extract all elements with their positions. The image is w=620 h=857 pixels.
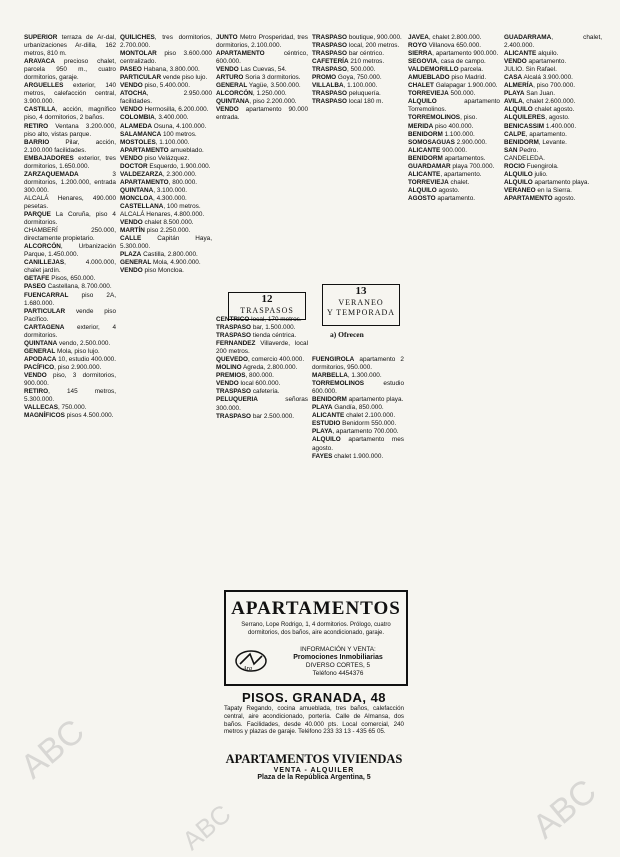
classified-ad: CHALET Galapagar 1.900.000. — [408, 82, 498, 90]
classified-ad: TRASPASO bar, 1.500.000. — [216, 324, 296, 332]
classified-ad-lead: QUINTANA — [120, 186, 154, 194]
classified-ad: PREMIOS, 800.000. — [216, 372, 274, 380]
classified-ad-lead: BENIDORM — [408, 130, 443, 138]
classified-ad-lead: SUPERIOR — [24, 34, 58, 41]
classified-ad: ALQUILO chalet agosto. — [504, 106, 575, 114]
classified-ad-lead: AGOSTO — [408, 194, 436, 202]
classified-ad: TRASPASO tienda céntrica. — [216, 332, 297, 340]
classified-ad-lead: CAFETERÍA — [312, 58, 349, 66]
classified-ad-lead: TRASPASO — [312, 34, 348, 41]
classified-column-6 — [504, 34, 602, 835]
classified-ad: SALAMANCA 100 metros. — [120, 130, 197, 138]
classified-ad-lead: TORREVIEJA — [408, 90, 449, 98]
classified-ad: MOLINO Agreda, 2.800.000. — [216, 364, 298, 372]
ad-body: Serrano, Lope Rodrigo, 1, 4 dormitorios. Prólogo, cuatro dormitorios, dos baños, aire acondicionado, garaje. — [241, 622, 391, 636]
classified-ad-lead: ALICANTE — [312, 412, 345, 420]
classified-ad: SIERRA, apartamento 900.000. — [408, 50, 499, 58]
classified-ad: ROCIO Fuengirola. — [504, 162, 559, 170]
classified-ad-lead: ALCORCÓN — [216, 90, 253, 98]
classified-ad-lead: VALLECAS — [24, 404, 58, 412]
classified-ad-lead: QUILICHES — [120, 34, 155, 41]
classified-ad-lead: VENDO — [120, 106, 143, 114]
classified-ad-lead: SEGOVIA — [408, 58, 438, 66]
classified-ad: TRASPASO local, 200 metros. — [312, 42, 400, 50]
classified-ad-lead: MERIDA — [408, 122, 434, 130]
classified-ad-lead: TORREMOLINOS — [312, 380, 365, 388]
classified-ad: ALQUILO julio. — [504, 170, 548, 178]
classified-ad: FERNANDEZ Villaverde, local 200 metros. — [216, 340, 308, 356]
classified-ad: AMUEBLADO piso Madrid. — [408, 74, 487, 82]
classified-ad: ALQUILERES, agosto. — [504, 114, 570, 122]
classified-ad: AGOSTO apartamento. — [408, 194, 476, 202]
classified-ad-lead: MAGNÍFICOS — [24, 412, 65, 420]
classified-ad-lead: TRASPASO — [216, 324, 252, 332]
classified-ad-lead: FAYES — [312, 452, 333, 460]
ad-address: Plaza de la República Argentina, 5 — [257, 774, 371, 781]
classified-ad-lead: PELUQUERIA — [216, 396, 258, 404]
classified-ad: ALMERÍA, piso 700.000. — [504, 82, 576, 90]
classified-ad: GUARDAMAR playa 700.000. — [408, 162, 495, 170]
classified-ad-lead: PLAZA — [120, 251, 142, 259]
classified-ad-lead: ALICANTE — [408, 170, 441, 178]
classified-ad: CASTILLA, acción, magnífico piso, 4 dormitorios, 2 baños. — [24, 106, 116, 122]
classified-ad: QUINTANA, 3.100.000. — [120, 186, 188, 194]
classified-ad: QUINTANA vendo, 2.500.000. — [24, 339, 111, 347]
classified-ad: FAYES chalet 1.900.000. — [312, 452, 384, 460]
classified-ad-lead: TRASPASO — [312, 50, 348, 58]
display-ad-apartamentos-viviendas — [224, 752, 404, 794]
classified-ad: JAVEA, chalet 2.800.000. — [408, 34, 482, 41]
classified-ad: MERIDA piso 400.000. — [408, 122, 474, 130]
classified-ad: PARQUE La Coruña, piso 4 dormitorios. — [24, 211, 116, 227]
classified-ad-lead: MONTOLAR — [120, 50, 157, 58]
classified-ad-lead: ALCORCÓN — [24, 243, 61, 251]
classified-ad-lead: VALDEMORILLO — [408, 66, 459, 74]
classified-ad: TRASPASO bar céntrico. — [312, 50, 384, 58]
classified-ad: ALQUILO apartamento mes agosto. — [312, 436, 404, 452]
watermark: ABC — [176, 798, 237, 856]
classified-ad-lead: VILLALBA — [312, 82, 344, 90]
classified-ad: BENIDORM 1.100.000. — [408, 130, 475, 138]
classified-ad: CASA Alcalá 3.900.000. — [504, 74, 573, 82]
classified-ad-lead: BENIDORM — [408, 154, 443, 162]
classified-ad: VENDO Las Cuevas, 54. — [216, 66, 287, 74]
classified-ad: BENIDORM apartamento playa. — [312, 396, 404, 404]
ad-title: APARTAMENTOS — [231, 598, 401, 619]
ad-subtitle: VENTA - ALQUILER — [273, 767, 355, 774]
classified-ad: SAN Pedro. — [504, 146, 539, 154]
classified-ad-lead: CARTAGENA — [24, 323, 65, 331]
section-title-line2: Y TEMPORADA — [326, 308, 396, 317]
classified-ad: ALQUILO apartamento playa. — [504, 178, 590, 186]
classified-ad-lead: GUARDAMAR — [408, 162, 451, 170]
classified-ad: PARTICULAR vende piso Pacífico. — [24, 307, 116, 323]
classified-ad-lead: PACÍFICO — [24, 363, 55, 371]
classified-ad: VENDO piso Velázquez. — [120, 154, 190, 162]
classified-ad-lead: ZARZAQUEMADA — [24, 170, 79, 178]
classified-ad: COLOMBIA, 3.400.000. — [120, 114, 189, 122]
classified-ad: SUPERIOR terraza de Ar-dal, urbanizaciones Ar-dilla, 162 metros, 810 m. — [24, 34, 116, 58]
classified-ad-lead: MARTÍN — [120, 227, 145, 235]
watermark: ABC — [525, 772, 604, 847]
classified-ad: ATOCHA, 2.950.000 facilidades. — [120, 90, 212, 106]
classified-ad: ALCORCÓN, 1.250.000. — [216, 90, 287, 98]
classified-ad-lead: VENDO — [216, 66, 239, 74]
classified-ad-lead: PARQUE — [24, 211, 51, 219]
classified-ad-lead: ARGUELLES — [24, 82, 64, 90]
classified-ad-lead: PLAYA — [312, 404, 333, 412]
classified-ad-lead: ATOCHA — [120, 90, 147, 98]
classified-ad-lead: FUENGIROLA — [312, 356, 355, 363]
classified-ad: TRASPASO boutique, 900.000. — [312, 34, 402, 41]
classified-ad-lead: APARTAMENTO — [216, 50, 265, 58]
classified-ad-lead: RETIRO — [24, 122, 49, 130]
classified-ad: ARAVACA precioso chalet, parcela 950 m., cuatro dormitorios, garaje. — [24, 58, 116, 82]
classified-ad-lead: MOLINO — [216, 364, 242, 372]
classified-ad: TRASPASO local 180 m. — [312, 98, 384, 106]
classified-ad: MONTOLAR piso 3.600.000 centralizado. — [120, 50, 212, 66]
classified-ad: CANILLEJAS, 4.000.000, chalet jardín. — [24, 259, 116, 275]
classified-ad-lead: ALQUILO — [408, 186, 437, 194]
classified-ad-lead: ALQUILO — [504, 106, 533, 114]
classified-ad: AVILA, chalet 2.600.000. — [504, 98, 576, 106]
classified-ad: GENERAL Mola, piso lujo. — [24, 347, 100, 355]
ad-body: Tapaty Regando, cocina amueblada, tres baños, calefacción central, aire acondicionado, portería. Calle de Almansa, dos baños. Facilidades, desde 40.000 pts. Local comercial, 240 metros y plazas de garaje. Teléfono 233 33 13 - 435 65 05. — [224, 705, 404, 736]
classified-ad: GENERAL Mola, 4.900.000. — [120, 259, 201, 267]
classified-ad: TORREMOLINOS estudio 600.000. — [312, 380, 404, 396]
classified-ad-lead: APARTAMENTO — [120, 146, 169, 154]
classified-ad-lead: APARTAMENTO — [504, 194, 553, 202]
classified-ad-lead: PREMIOS — [216, 372, 246, 380]
classified-ad-lead: EMBAJADORES — [24, 154, 74, 162]
ad-contact-info — [274, 646, 402, 678]
classified-ad-lead: VENDO — [216, 106, 239, 114]
classified-ad: TORREVIEJA 500.000. — [408, 90, 476, 98]
classified-ad-lead: TRASPASO — [216, 388, 252, 396]
classified-ad: PELUQUERIA señoras 300.000. — [216, 396, 308, 412]
ad-info-line: INFORMACIÓN Y VENTA: — [300, 646, 376, 653]
classified-ad: MOSTOLES, 1.100.000. — [120, 138, 190, 146]
classified-ad: ALCALÁ Henares, 490.000 pesetas. — [24, 194, 116, 210]
classified-ad: VALLECAS, 750.000. — [24, 404, 87, 412]
section-title-line1: VERANEO — [338, 298, 384, 307]
classified-ad: QUINTANA, piso 2.200.000. — [216, 98, 297, 106]
classified-ad: ALQUILO agosto. — [408, 186, 460, 194]
classified-ad-lead: BARRIO — [24, 138, 50, 146]
classified-ad: PASEO Habana, 3.800.000. — [120, 66, 200, 74]
classified-ad-lead: ALAMEDA — [120, 122, 152, 130]
classified-ad-lead: GENERAL — [24, 347, 56, 355]
classified-ad-lead: TORREVIEJA — [408, 178, 449, 186]
classified-ad-lead: GETAFE — [24, 275, 50, 283]
classified-ad: CALLE Capitán Haya, 5.300.000. — [120, 235, 212, 251]
classified-ad-lead: CASTILLA — [24, 106, 56, 114]
classified-ad: VALDEMORILLO parcela. — [408, 66, 484, 74]
classified-ad: QUILICHES, tres dormitorios, 2.700.000. — [120, 34, 212, 50]
classified-ad: ALCORCÓN, Urbanización Parque, 1.450.000. — [24, 243, 116, 259]
classified-ad: BENIDORM, Levante. — [504, 138, 567, 146]
classified-ad-lead: ROCIO — [504, 162, 525, 170]
classified-ad-lead: CALPE — [504, 130, 526, 138]
classified-ad-lead: JAVEA — [408, 34, 429, 41]
classified-ad: VENDO apartamento 90.000 entrada. — [216, 106, 308, 122]
classified-ad: APARTAMENTO agosto. — [504, 194, 576, 202]
classified-ad: GETAFE Pisos, 650.000. — [24, 275, 96, 283]
classified-ad: VENDO Hermosilla, 6.200.000. — [120, 106, 209, 114]
classified-ad-lead: ALMERÍA — [504, 82, 534, 90]
classified-ad: PROMO Goya, 750.000. — [312, 74, 382, 82]
svg-text:Ara: Ara — [243, 666, 252, 672]
classified-ad: CENTRICO local, 170 metros. — [216, 316, 302, 323]
classified-ad: TORREMOLINOS, piso. — [408, 114, 478, 122]
classified-ad: ROYO Villanova 650.000. — [408, 42, 482, 50]
classified-ad-lead: FUENCARRAL — [24, 291, 69, 299]
classified-ad: PLAZA Castilla, 2.800.000. — [120, 251, 198, 259]
classified-ad-lead: ALQUILO — [312, 436, 341, 444]
classified-ad: ZARZAQUEMADA 3 dormitorios, 1.200.000, entrada 300.000. — [24, 170, 116, 194]
classified-ad: PLAYA San Juan. — [504, 90, 556, 98]
classified-ad: VENDO piso, 3 dormitorios, 900.000. — [24, 371, 116, 388]
classified-ad-lead: FERNANDEZ — [216, 340, 256, 348]
classified-ad: JULIO. Sin Rafael. — [504, 66, 557, 74]
classified-ad: FUENGIROLA apartamento 2 dormitorios, 950.000. — [312, 356, 404, 372]
classified-ad: ALCALÁ Henares, 4.800.000. — [120, 211, 205, 219]
classified-ad: ARGUELLES exterior, 140 metros, calefacción central, 3.900.000. — [24, 82, 116, 106]
classified-ad-lead: CENTRICO — [216, 316, 250, 323]
classified-ad: CASTELLANA, 100 metros. — [120, 202, 201, 210]
classified-ad: ALICANTE, apartamento. — [408, 170, 482, 178]
classified-ad: MAGNÍFICOS pisos 4.500.000. — [24, 412, 114, 420]
classified-ad-lead: JUNTO — [216, 34, 238, 41]
section-number: 12 — [261, 293, 273, 305]
classified-ad: VALDEZARZA, 2.300.000. — [120, 170, 197, 178]
classified-column-4-top — [312, 34, 404, 314]
classified-ad: TORREVIEJA chalet. — [408, 178, 470, 186]
classified-ad-lead: VERANEO — [504, 186, 536, 194]
classified-ad-lead: TRASPASO — [312, 66, 348, 74]
classified-ad-lead: TRASPASO — [312, 42, 348, 50]
classified-ad-lead: PLAYA — [504, 90, 525, 98]
classified-ad: CAFETERÍA 210 metros. — [312, 58, 385, 66]
classified-ad-lead: CASA — [504, 74, 523, 82]
classified-ad-lead: PARTICULAR — [24, 307, 66, 315]
classified-ad-lead: CASTELLANA — [120, 202, 164, 210]
classified-ad: VENDO piso, 5.400.000. — [120, 82, 190, 90]
classified-ad-lead: ALQUILO — [504, 170, 533, 178]
classified-ad-lead: PASEO — [24, 283, 46, 291]
classified-ad-lead: TRASPASO — [312, 98, 348, 106]
classified-ad: PACÍFICO, piso 2.900.000. — [24, 363, 102, 371]
classified-ad: TRASPASO, 500.000. — [312, 66, 376, 74]
classified-ad: DOCTOR Esquerdo, 1.900.000. — [120, 162, 211, 170]
classified-ad-lead: GUADARRAMA — [504, 34, 552, 41]
classified-ad-lead: ESTUDIO — [312, 420, 341, 428]
classified-ad: APARTAMENTO céntrico, 600.000. — [216, 50, 308, 66]
classified-ad-lead: SIERRA — [408, 50, 433, 58]
classified-ad-lead: VENDO — [120, 154, 143, 162]
classified-ad: VENDO piso Moncloa. — [120, 267, 184, 275]
classified-ad-lead: VENDO — [120, 82, 143, 90]
classified-ad-lead: BENICASSIM — [504, 122, 545, 130]
classified-ad: APARTAMENTO, 800.000. — [120, 178, 198, 186]
classified-ad-lead: GENERAL — [120, 259, 152, 267]
classified-ad-lead: QUINTANA — [24, 339, 58, 347]
classified-ad: VILLALBA, 1.100.000. — [312, 82, 378, 90]
classified-ad: CARTAGENA exterior, 4 dormitorios. — [24, 323, 116, 339]
classified-ad: BENIDORM apartamentos. — [408, 154, 486, 162]
classified-ad-lead: VENDO — [504, 58, 527, 66]
section-header-veraneo — [322, 284, 400, 326]
classified-ad: EMBAJADORES exterior, tres dormitorios, 1.650.000. — [24, 154, 116, 170]
section-number: 13 — [355, 285, 367, 297]
classified-ad-lead: VALDEZARZA — [120, 170, 163, 178]
classified-ad-lead: MONCLOA — [120, 194, 154, 202]
classified-ad: ALICANTE chalet 2.100.000. — [312, 412, 396, 420]
classified-column-5 — [408, 34, 500, 835]
classified-ad: CALPE, apartamento. — [504, 130, 567, 138]
classified-ad: APODACA 10, estudio 400.000. — [24, 355, 116, 363]
classified-ad: VENDO local 600.000. — [216, 380, 281, 388]
classified-ad-lead: PASEO — [120, 66, 142, 74]
classified-ad-lead: ALICANTE — [408, 146, 441, 154]
classified-ad-lead: AVILA — [504, 98, 523, 106]
classified-ad-lead: PROMO — [312, 74, 337, 82]
classified-ad: BENICASSIM 1.400.000. — [504, 122, 577, 130]
classified-ad-lead: ALQUILO — [504, 178, 533, 186]
watermark: ABC — [13, 712, 92, 787]
classified-ad: VENDO chalet 8.500.000. — [120, 219, 194, 227]
classified-ad-lead: ROYO — [408, 42, 427, 50]
classified-ad-lead: ALQUILO — [408, 98, 437, 106]
classified-ad: ALQUILO apartamento Torremolinos. — [408, 98, 500, 114]
classified-ad-lead: ALICANTE — [504, 50, 537, 58]
classified-ad-lead: QUINTANA — [216, 98, 250, 106]
classified-ad: JUNTO Metro Prosperidad, tres dormitorios, 2.100.000. — [216, 34, 308, 50]
classified-column-3-top — [216, 34, 308, 290]
classified-ad-lead: CALLE — [120, 235, 142, 243]
classified-ad: PARTICULAR vende piso lujo. — [120, 74, 208, 82]
classified-ad: APARTAMENTO amueblado. — [120, 146, 204, 154]
classified-ad-lead: TRASPASO — [216, 332, 252, 340]
classified-ad-lead: ALQUILERES — [504, 114, 546, 122]
classified-ad: GENERAL Yagüe, 3.500.000. — [216, 82, 301, 90]
classified-ad: ALICANTE alquilo. — [504, 50, 559, 58]
classified-ad-lead: SALAMANCA — [120, 130, 162, 138]
classified-ad-lead: MOSTOLES — [120, 138, 156, 146]
classified-ad: MARTÍN piso 2.250.000. — [120, 227, 191, 235]
classified-ad-lead: RETIRO — [24, 388, 49, 396]
classified-ad: ESTUDIO Benidorm 550.000. — [312, 420, 397, 428]
classified-ad: PLAYA, apartamento 700.000. — [312, 428, 399, 436]
classified-ad-lead: AMUEBLADO — [408, 74, 450, 82]
classified-ad-lead: APODACA — [24, 355, 57, 363]
classified-column-2 — [120, 34, 212, 835]
classified-ad: ALICANTE 900.000. — [408, 146, 467, 154]
display-ad-apartamentos — [224, 590, 408, 686]
classified-column-3-traspasos — [216, 316, 308, 586]
classified-ad-lead: VENDO — [216, 380, 239, 388]
classified-ad-lead: TRASPASO — [312, 90, 348, 98]
classified-ad: FUENCARRAL piso 2A, 1.680.000. — [24, 291, 116, 307]
classified-ad-lead: TRASPASO — [216, 412, 252, 420]
display-ad-pisos-granada — [224, 690, 404, 748]
classified-ad: BARRIO Pilar, acción, 2.100.000 facilidades. — [24, 138, 116, 154]
classified-ad: ALAMEDA Osuna, 4.100.000. — [120, 122, 207, 130]
classified-ad: TRASPASO peluquería. — [312, 90, 381, 98]
classified-ad-lead: APARTAMENTO — [120, 178, 169, 186]
classified-ad: CANDELEDA. — [504, 154, 545, 162]
classified-ad-lead: SAN — [504, 146, 518, 154]
classified-ad: PASEO Castellana, 8.700.000. — [24, 283, 112, 291]
classified-ad-lead: ARTURO — [216, 74, 244, 82]
classified-ad-lead: SOMOSAGUAS — [408, 138, 455, 146]
classified-ad: RETIRO, 145 metros, 5.300.000. — [24, 388, 116, 404]
section-subheading: a) Ofrecen — [330, 330, 364, 339]
classified-ad: QUEVEDO, comercio 400.000. — [216, 356, 305, 364]
classified-ad-lead: TORREMOLINOS — [408, 114, 461, 122]
classified-ad-lead: CHALET — [408, 82, 434, 90]
classified-ad-lead: PARTICULAR — [120, 74, 162, 82]
classified-ad: TRASPASO cafetería. — [216, 388, 280, 396]
classified-ad: MARBELLA, 1.300.000. — [312, 372, 382, 380]
classified-ad-lead: PLAYA — [312, 428, 333, 436]
classified-ad-lead: GENERAL — [216, 82, 248, 90]
ad-address: DIVERSO CORTES, 5 — [305, 662, 371, 669]
classified-ad-lead: DOCTOR — [120, 162, 148, 170]
classified-column-1 — [24, 34, 116, 835]
classified-ad-lead: VENDO — [120, 219, 143, 227]
classified-ad-lead: BENIDORM — [504, 138, 539, 146]
classified-ad: GUADARRAMA, chalet, 2.400.000. — [504, 34, 602, 50]
classified-ad: VENDO apartamento. — [504, 58, 567, 66]
classified-ad-lead: VENDO — [24, 371, 47, 379]
company-logo-icon — [234, 648, 268, 674]
classified-ad: RETIRO Ventana 3.200.000, piso alto, vistas parque. — [24, 122, 116, 138]
ad-title: PISOS. GRANADA, 48 — [241, 690, 387, 705]
classified-ad-lead: MARBELLA — [312, 372, 348, 380]
classified-ad-lead: QUEVEDO — [216, 356, 248, 364]
classified-ad: MONCLOA, 4.300.000. — [120, 194, 187, 202]
section-title: TRASPASOS — [240, 306, 294, 315]
classified-ad-lead: ARAVACA — [24, 58, 56, 66]
ad-title: APARTAMENTOS VIVIENDAS — [225, 752, 403, 766]
classified-ad-lead: VENDO — [120, 267, 143, 275]
classified-ad: TRASPASO bar 2.500.000. — [216, 412, 295, 420]
classified-ad-lead: COLOMBIA — [120, 114, 155, 122]
classified-ad: CHAMBERÍ 250.000, directamente propietario. — [24, 227, 116, 243]
classified-ad: SOMOSAGUAS 2.900.000. — [408, 138, 487, 146]
classified-ad: PLAYA Gandía, 850.000. — [312, 404, 384, 412]
classified-ad-lead: CANILLEJAS — [24, 259, 65, 267]
classified-ad-lead: BENIDORM — [312, 396, 347, 404]
ad-company-name: Promociones Inmobiliarias — [293, 654, 383, 661]
classified-ad: ARTURO Soria 3 dormitorios. — [216, 74, 301, 82]
ad-phone: Teléfono 4454376 — [312, 670, 364, 677]
classified-ad: VERANEO en la Sierra. — [504, 186, 572, 194]
classified-ad: SEGOVIA, casa de campo. — [408, 58, 486, 66]
classified-column-4-veraneo — [312, 356, 404, 586]
